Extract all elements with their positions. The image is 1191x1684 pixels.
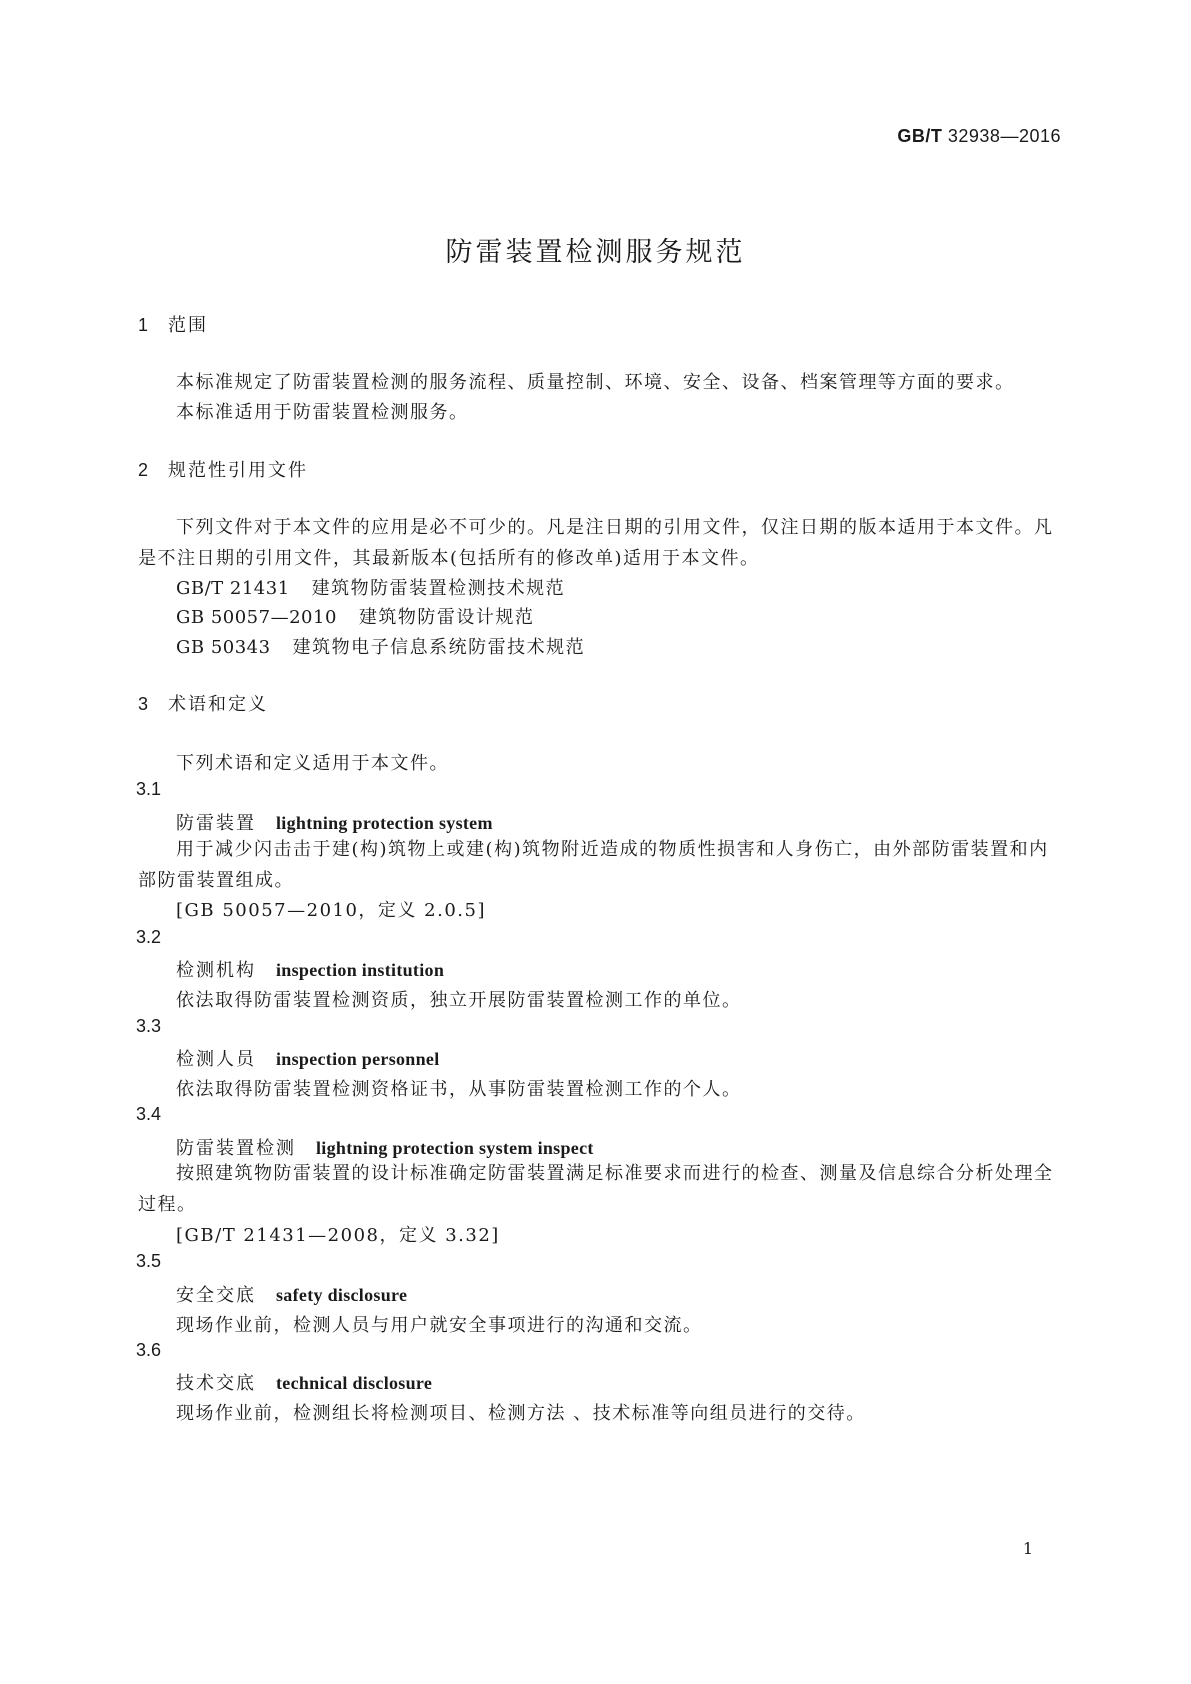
term-heading bbox=[176, 809, 493, 835]
document-title: 防雷装置检测服务规范 bbox=[445, 237, 746, 268]
reference-title: 建筑物电子信息系统防雷技术规范 bbox=[292, 637, 586, 658]
term-heading bbox=[176, 1281, 407, 1307]
reference-title: 建筑物防雷设计规范 bbox=[358, 607, 535, 628]
term-en: inspection institution bbox=[276, 960, 445, 980]
term-zh: 检测人员 bbox=[176, 1049, 256, 1070]
term-heading bbox=[176, 1134, 594, 1160]
term-zh: 安全交底 bbox=[176, 1285, 256, 1306]
term-heading bbox=[176, 1045, 440, 1071]
reference-code: GB 50343 bbox=[176, 637, 271, 658]
term-en: inspection personnel bbox=[276, 1049, 440, 1069]
term-en: safety disclosure bbox=[276, 1285, 408, 1305]
term-zh: 技术交底 bbox=[176, 1373, 256, 1394]
paragraph: 下列文件对于本文件的应用是必不可少的。凡是注日期的引用文件，仅注日期的版本适用于本文件。凡是不注日期的引用文件，其最新版本(包括所有的修改单)适用于本文件。 bbox=[138, 517, 1054, 569]
paragraph: 下列术语和定义适用于本文件。 bbox=[176, 753, 449, 774]
standard-code bbox=[897, 126, 1061, 147]
section-heading-normative-references bbox=[138, 456, 308, 482]
paragraph: 本标准适用于防雷装置检测服务。 bbox=[176, 402, 469, 423]
reference-code: GB 50057—2010 bbox=[176, 607, 337, 628]
term-definition: 现场作业前，检测人员与用户就安全事项进行的沟通和交流。 bbox=[176, 1315, 703, 1336]
clause-number: 3.3 bbox=[136, 1016, 162, 1036]
clause-number: 3.2 bbox=[136, 927, 162, 947]
reference-code: GB/T 21431 bbox=[176, 578, 290, 599]
term-definition: 用于减少闪击击于建(构)筑物上或建(构)筑物附近造成的物质性损害和人身伤亡，由外部防雷装置和内部防雷装置组成。 bbox=[138, 839, 1049, 891]
term-zh: 检测机构 bbox=[176, 960, 256, 981]
section-heading-scope bbox=[138, 311, 208, 337]
section-number: 3 bbox=[138, 694, 151, 714]
term-en: lightning protection system inspect bbox=[316, 1138, 594, 1158]
term-source: [GB 50057—2010，定义 2.0.5] bbox=[176, 900, 486, 921]
standard-code-prefix: GB/T bbox=[897, 126, 943, 146]
term-definition: 依法取得防雷装置检测资质，独立开展防雷装置检测工作的单位。 bbox=[176, 990, 742, 1011]
clause-number: 3.5 bbox=[136, 1251, 162, 1271]
term-zh: 防雷装置 bbox=[176, 813, 256, 834]
term-en: lightning protection system bbox=[276, 813, 493, 833]
section-title: 术语和定义 bbox=[168, 694, 268, 715]
term-heading bbox=[176, 1369, 432, 1395]
reference-item bbox=[176, 603, 534, 629]
reference-title: 建筑物防雷装置检测技术规范 bbox=[311, 578, 566, 599]
reference-item bbox=[176, 574, 565, 600]
paragraph: 本标准规定了防雷装置检测的服务流程、质量控制、环境、安全、设备、档案管理等方面的要求。 bbox=[176, 372, 1015, 393]
term-zh: 防雷装置检测 bbox=[176, 1138, 296, 1159]
term-definition: 依法取得防雷装置检测资格证书，从事防雷装置检测工作的个人。 bbox=[176, 1079, 742, 1100]
term-source: [GB/T 21431—2008，定义 3.32] bbox=[176, 1225, 500, 1246]
clause-number: 3.1 bbox=[136, 779, 162, 799]
section-title: 范围 bbox=[168, 315, 208, 336]
standard-code-number: 32938—2016 bbox=[947, 126, 1061, 146]
term-definition: 现场作业前，检测组长将检测项目、检测方法 、技术标准等向组员进行的交待。 bbox=[176, 1403, 866, 1424]
page-number: 1 bbox=[1022, 1539, 1033, 1558]
section-title: 规范性引用文件 bbox=[168, 460, 308, 481]
clause-number: 3.4 bbox=[136, 1104, 162, 1124]
clause-number: 3.6 bbox=[136, 1340, 162, 1360]
reference-item bbox=[176, 633, 585, 659]
section-heading-terms-definitions bbox=[138, 690, 268, 716]
term-definition: 按照建筑物防雷装置的设计标准确定防雷装置满足标准要求而进行的检查、测量及信息综合分析处理全过程。 bbox=[138, 1163, 1054, 1215]
section-number: 1 bbox=[138, 315, 151, 335]
term-heading bbox=[176, 956, 444, 982]
section-number: 2 bbox=[138, 460, 151, 480]
term-en: technical disclosure bbox=[276, 1373, 433, 1393]
